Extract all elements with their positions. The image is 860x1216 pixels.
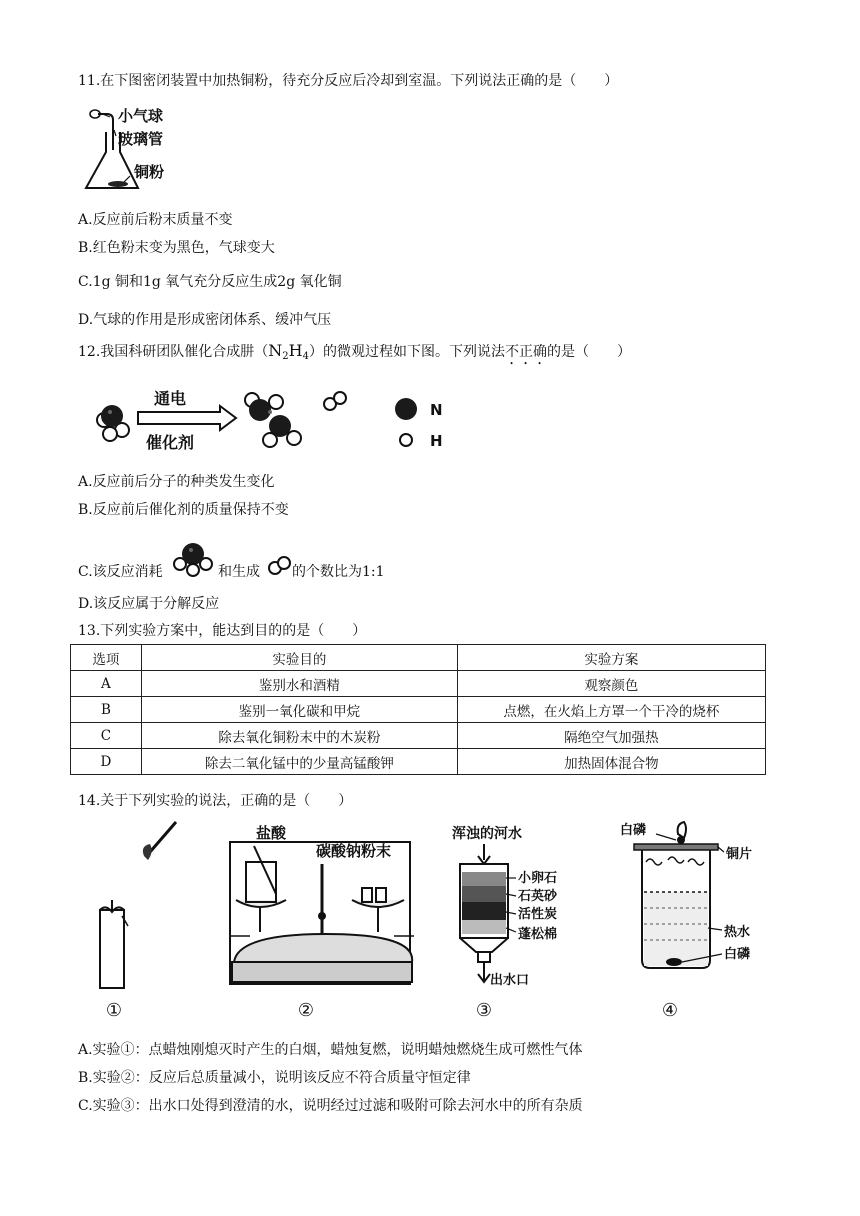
q12-legend-h-atom [400,434,412,446]
q12-legend-n-atom [395,398,417,420]
q12-legend-h-label: H [430,432,443,450]
table-header-cell: 实验方案 [457,645,765,671]
q14-option-c: C.实验③：出水口处得到澄清的水，说明经过过滤和吸附可除去河水中的所有杂质 [78,1098,583,1114]
q14-stem: 14.关于下列实验的说法，正确的是（ ） [78,793,353,809]
q12-product-h2 [324,392,346,410]
table-header-row [71,645,766,671]
q12-option-a: A.反应前后分子的种类发生变化 [78,474,275,490]
table-row [71,723,766,749]
table-cell: 加热固体混合物 [457,749,765,775]
table-row [71,671,766,697]
q14-fig2-label-acid: 盐酸 [256,824,287,842]
table-cell: D [71,749,142,775]
q12-arrow [138,406,236,430]
q11-label-balloon: 小气球 [118,107,164,125]
table-header-cell: 选项 [71,645,142,671]
q14-fig3-label-river: 浑浊的河水 [452,826,522,842]
q14-number-2: ② [297,1000,315,1021]
q14-fig3-label-outlet: 出水口 [490,973,530,988]
q12-stem-post: 的是（ ） [546,344,631,360]
q12-option-c-post: 的个数比为1:1 [292,564,385,580]
q14-number-1: ① [105,1000,123,1021]
q12-stem-mid: ）的微观过程如下图。下列说法 [308,344,505,360]
q12-stem-emphasis: 不正确 [504,344,547,360]
q14-option-a: A.实验①：点蜡烛刚熄灭时产生的白烟，蜡烛复燃，说明蜡烛燃烧生成可燃性气体 [78,1042,583,1058]
table-cell: 点燃，在火焰上方罩一个干冷的烧杯 [457,697,765,723]
q14-fig3-label-pebble: 小卵石 [518,871,558,886]
table-cell: 观察颜色 [457,671,765,697]
q14-fig4-label-phosphorus-top: 白磷 [620,823,647,838]
table-cell: 除去氧化铜粉末中的木炭粉 [141,723,457,749]
q14-exp1-candle [100,822,176,988]
table-cell: 隔绝空气加强热 [457,723,765,749]
q12-reactant-molecule [97,405,129,441]
q14-number-3: ③ [475,1000,493,1021]
q14-experiments-figure [80,816,780,1024]
table-cell: 鉴别水和酒精 [141,671,457,697]
q14-fig4-label-phosphorus-bottom: 白磷 [724,947,751,962]
q11-option-c: C.1g 铜和1g 氧气充分反应生成2g 氧化铜 [78,274,342,290]
q14-fig2-label-powder: 碳酸钠粉末 [316,842,392,860]
q12-option-c-nh3-icon [170,534,216,578]
table-cell: 除去二氧化锰中的少量高锰酸钾 [141,749,457,775]
q12-stem [78,341,631,368]
q14-exp3-filter [460,844,516,982]
q14-fig4-label-water: 热水 [724,925,751,940]
q14-fig3-label-carbon: 活性炭 [518,907,558,922]
q12-option-d: D.该反应属于分解反应 [78,596,220,612]
q14-fig4-label-copper: 铜片 [726,847,753,862]
q14-number-4: ④ [661,1000,679,1021]
q12-legend-n-label: N [430,401,443,419]
q13-stem: 13.下列实验方案中，能达到目的的是（ ） [78,623,367,639]
q12-option-b: B.反应前后催化剂的质量保持不变 [78,502,289,518]
q12-arrow-top-label: 通电 [154,389,187,408]
q14-exp4-beaker [634,822,724,968]
q12-option-c-h2-icon [266,555,292,577]
q11-option-d: D.气球的作用是形成密闭体系、缓冲气压 [78,312,332,328]
q11-option-a: A.反应前后粉末质量不变 [78,212,233,228]
q12-option-c-pre: C.该反应消耗 [78,564,163,580]
q11-stem: 11.在下图密闭装置中加热铜粉，待充分反应后冷却到室温。下列说法正确的是（ ） [78,73,619,89]
table-cell: 鉴别一氧化碳和甲烷 [141,697,457,723]
q12-product-n2h4 [245,393,301,447]
table-row [71,749,766,775]
q14-fig3-label-cotton: 蓬松棉 [518,927,558,942]
q12-arrow-bottom-label: 催化剂 [146,433,195,452]
q14-fig3-label-sand: 石英砂 [518,889,558,904]
q14-exp2-balance [230,842,414,984]
q11-label-tube: 玻璃管 [118,130,164,148]
table-cell: A [71,671,142,697]
q13-table [70,644,766,775]
q14-option-b: B.实验②：反应后总质量减小，说明该反应不符合质量守恒定律 [78,1070,471,1086]
table-cell: B [71,697,142,723]
table-row [71,697,766,723]
q12-reaction-figure [84,382,464,458]
q12-formula: $N_2H_4$ [268,341,309,362]
table-header-cell: 实验目的 [141,645,457,671]
q12-stem-pre: 12.我国科研团队催化合成肼（ [78,344,269,360]
q11-label-copper: 铜粉 [134,163,165,181]
table-cell: C [71,723,142,749]
q11-flask-figure [78,100,208,198]
q11-option-b: B.红色粉末变为黑色，气球变大 [78,240,275,256]
q12-option-c-mid: 和生成 [218,564,260,580]
